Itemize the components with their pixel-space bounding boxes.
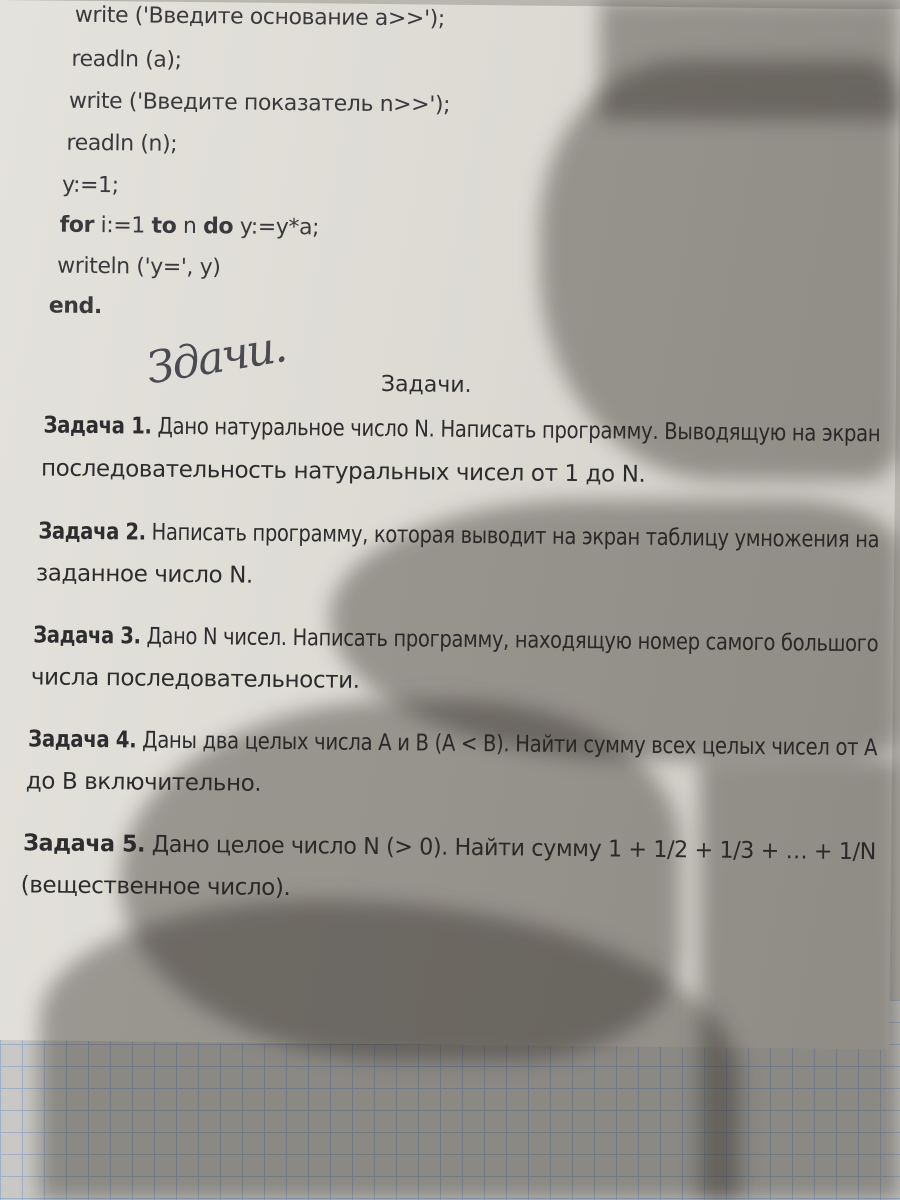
task-1-line-1 [43,412,880,447]
task-5-text: Дано целое число N (> 0). Найти сумму 1 + 1/2 + 1/3 + … + 1/N [145,831,877,866]
task-5-label: Задача 5. [23,830,146,858]
code-line-write-base: write ('Введите основание a>>'); [74,2,445,32]
loop-init: i:=1 [93,212,152,239]
section-title: Задачи. [380,372,472,398]
task-1-label: Задача 1. [43,412,152,440]
task-5-line-1 [23,830,876,865]
task-2-line-2: заданное число N. [35,560,254,589]
keyword-for: for [59,212,95,238]
task-1-text: Дано натуральное число N. Написать программу. Выводящую на экран [151,413,881,448]
code-line-for-loop [60,213,320,241]
code-line-end: end. [48,293,103,320]
task-4-line-2: до B включительно. [25,768,262,797]
keyword-to: to [151,213,177,239]
handwritten-note: Здачи. [143,321,289,395]
keyword-do: do [202,214,234,240]
task-1-line-2: последовательность натуральных чисел от 1 до N. [40,455,646,488]
code-line-writeln: writeln ('y=', y) [57,253,221,281]
task-5-line-2: (вещественное число). [20,872,291,902]
code-line-readln-a: readln (a); [71,46,182,73]
task-3-text: Дано N чисел. Написать программу, находящую номер самого большого [140,623,879,658]
code-line-init-y: y:=1; [61,172,119,199]
loop-bound: n [176,213,204,240]
code-line-readln-n: readln (n); [66,130,178,157]
code-line-write-exponent: write ('Введите показатель n>>'); [68,88,451,118]
task-3-label: Задача 3. [33,622,141,650]
task-4-text: Даны два целых числа A и B (A < B). Найти сумму всех целых чисел от A [136,727,878,762]
task-3-line-1 [33,622,878,657]
task-4-line-1 [28,726,877,761]
task-3-line-2: числа последовательности. [30,664,360,694]
task-2-text: Написать программу, которая выводит на экран таблицу умножения на [145,519,880,554]
loop-body: y:=y*a; [233,214,320,241]
task-2-line-1 [38,518,879,553]
task-4-label: Задача 4. [28,726,137,754]
task-2-label: Задача 2. [38,518,146,546]
